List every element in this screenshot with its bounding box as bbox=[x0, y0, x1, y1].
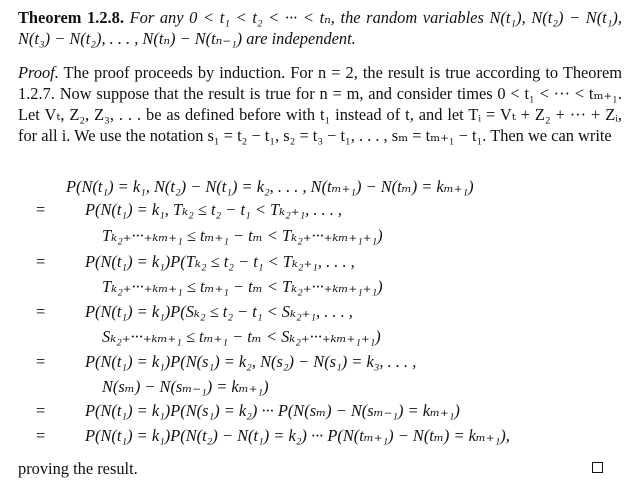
conclusion-text: proving the result. bbox=[18, 459, 138, 478]
equation-line-8: P(N(t₁) = k₁)P(N(s₁) = k₂, N(s₂) − N(s₁) = k₃, . . . , bbox=[85, 352, 417, 371]
equation-line-5: Tₖ₂₊···₊ₖₘ₊₁ ≤ tₘ₊₁ − tₘ < Tₖ₂₊···₊ₖₘ₊₁₊₁) bbox=[102, 277, 383, 296]
equals-sign-5: = bbox=[36, 401, 46, 420]
equation-line-3: Tₖ₂₊···₊ₖₘ₊₁ ≤ tₘ₊₁ − tₘ < Tₖ₂₊···₊ₖₘ₊₁₊₁) bbox=[102, 226, 383, 245]
proof-label: Proof. bbox=[18, 63, 59, 82]
theorem-label: Theorem 1.2.8. bbox=[18, 8, 124, 27]
equals-sign-2: = bbox=[36, 252, 46, 271]
qed-square-icon bbox=[592, 462, 603, 473]
equals-sign-4: = bbox=[36, 352, 46, 371]
equals-sign-1: = bbox=[36, 200, 46, 219]
equals-sign-3: = bbox=[36, 302, 46, 321]
equation-line-11: P(N(t₁) = k₁)P(N(t₂) − N(t₁) = k₂) ··· P(N(tₘ₊₁) − N(tₘ) = kₘ₊₁), bbox=[85, 426, 510, 445]
equation-line-2: P(N(t₁) = k₁, Tₖ₂ ≤ t₂ − t₁ < Tₖ₂₊₁, . . . , bbox=[85, 200, 343, 219]
equation-line-1: P(N(t₁) = k₁, N(t₂) − N(t₁) = k₂, . . . , N(tₘ₊₁) − N(tₘ) = kₘ₊₁) bbox=[66, 177, 474, 196]
equation-line-10: P(N(t₁) = k₁)P(N(s₁) = k₂) ··· P(N(sₘ) − N(sₘ₋₁) = kₘ₊₁) bbox=[85, 401, 460, 420]
equation-line-7: Sₖ₂₊···₊ₖₘ₊₁ ≤ tₘ₊₁ − tₘ < Sₖ₂₊···₊ₖₘ₊₁₊₁) bbox=[102, 327, 381, 346]
equation-line-6: P(N(t₁) = k₁)P(Sₖ₂ ≤ t₂ − t₁ < Sₖ₂₊₁, . . . , bbox=[85, 302, 353, 321]
theorem-block bbox=[18, 7, 622, 49]
equation-line-4: P(N(t₁) = k₁)P(Tₖ₂ ≤ t₂ − t₁ < Tₖ₂₊₁, . . . , bbox=[85, 252, 355, 271]
equals-sign-6: = bbox=[36, 426, 46, 445]
proof-paragraph bbox=[18, 62, 622, 146]
proof-text: The proof proceeds by induction. For n = 2, the result is true according to Theorem 1.2.7. Now suppose that the result is true for n = m, and consider times 0 < t₁ < ··· < tₘ₊₁. Let Vₜ, Z₂, Z₃, . . . be as defined before with t₁ instead of t, and let Tᵢ = Vₜ + Z₂ + ··· + Zᵢ, for all i. We use the notation s₁ = t₂ − t₁, s₂ = t₃ − t₁, . . . , sₘ = tₘ₊₁ − t₁. Then we can write bbox=[18, 63, 622, 145]
theorem-statement: For any 0 < t₁ < t₂ < ··· < tₙ, the random variables N(t₁), N(t₂) − N(t₁), N(t₃) − N(t₂), . . . , N(tₙ) − N(tₙ₋₁) are independent. bbox=[18, 8, 622, 48]
equation-line-9: N(sₘ) − N(sₘ₋₁) = kₘ₊₁) bbox=[102, 377, 269, 396]
